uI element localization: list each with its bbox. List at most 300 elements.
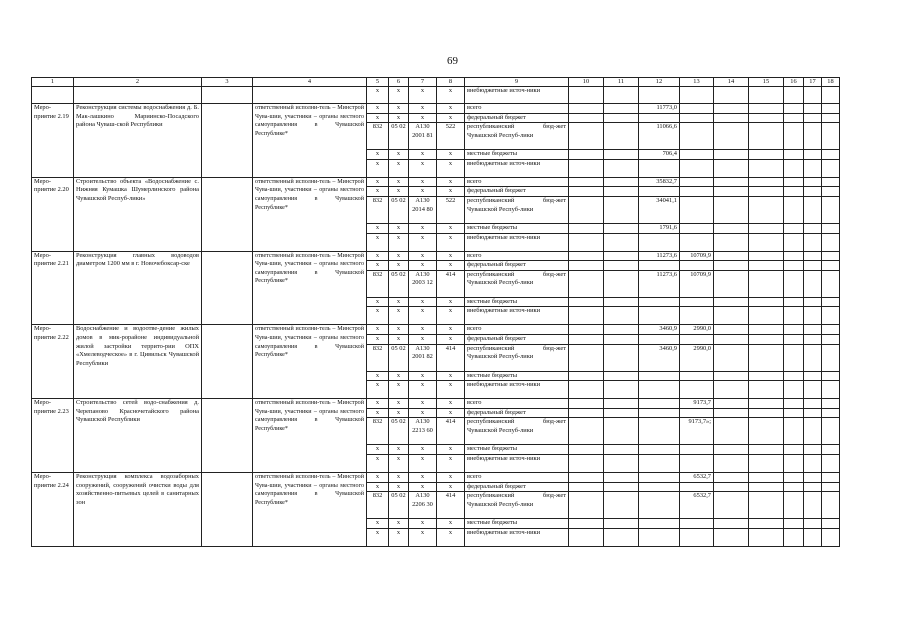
table-cell xyxy=(714,307,749,325)
table-cell xyxy=(569,177,604,187)
code-cell: x xyxy=(409,177,437,187)
code-cell: x xyxy=(367,325,389,335)
funding-source: внебюджетные источ-ники xyxy=(465,381,569,399)
code-cell: x xyxy=(409,261,437,271)
executor: ответственный исполни-тель – Минстрой Чува-шии, участники – органы местного самоуправления в Чувашской Республике* xyxy=(253,325,367,399)
funding-source: республиканский бюд-жет Чувашской Респуб-лики xyxy=(465,492,569,519)
table-cell xyxy=(32,87,74,104)
code-cell: 05 02 xyxy=(389,492,409,519)
table-cell xyxy=(714,177,749,187)
executor: ответственный исполни-тель – Минстрой Чува-шии, участники – органы местного самоуправления в Чувашской Республике* xyxy=(253,104,367,178)
table-cell xyxy=(822,371,840,381)
table-cell xyxy=(822,492,840,519)
table-cell xyxy=(784,371,804,381)
table-cell xyxy=(822,251,840,261)
table-row xyxy=(32,177,840,187)
value-cell xyxy=(639,307,680,325)
table-cell xyxy=(604,159,639,177)
code-cell: x xyxy=(409,223,437,233)
code-cell: x xyxy=(389,472,409,482)
table-cell xyxy=(680,87,714,104)
value-cell xyxy=(639,261,680,271)
table-cell xyxy=(749,325,784,335)
table-cell xyxy=(569,418,604,445)
value-cell xyxy=(639,159,680,177)
code-cell: А130 2003 12 xyxy=(409,270,437,297)
code-cell: x xyxy=(409,187,437,197)
table-cell xyxy=(749,307,784,325)
event-label: Меро-приятие 2.23 xyxy=(32,399,74,473)
table-cell xyxy=(822,445,840,455)
code-cell: 832 xyxy=(367,492,389,519)
table-cell xyxy=(749,123,784,150)
table-cell xyxy=(822,381,840,399)
funding-source: федеральный бюджет xyxy=(465,408,569,418)
funding-source: местные бюджеты xyxy=(465,297,569,307)
column-number: 15 xyxy=(749,78,784,87)
code-cell: 522 xyxy=(437,196,465,223)
table-cell xyxy=(784,261,804,271)
value-cell xyxy=(680,150,714,160)
value-cell xyxy=(639,381,680,399)
code-cell: x xyxy=(367,445,389,455)
code-cell: x xyxy=(409,445,437,455)
table-cell xyxy=(749,223,784,233)
table-cell xyxy=(604,297,639,307)
value-cell: 34041,1 xyxy=(639,196,680,223)
table-cell: x xyxy=(389,87,409,104)
table-cell xyxy=(822,113,840,123)
table-cell xyxy=(822,270,840,297)
code-cell: x xyxy=(389,381,409,399)
code-cell: 832 xyxy=(367,123,389,150)
value-cell xyxy=(680,307,714,325)
column-number: 12 xyxy=(639,78,680,87)
funding-source: федеральный бюджет xyxy=(465,261,569,271)
table-cell xyxy=(604,472,639,482)
table-cell xyxy=(804,270,822,297)
table-cell xyxy=(804,519,822,529)
table-cell xyxy=(569,159,604,177)
table-cell xyxy=(714,418,749,445)
code-cell: x xyxy=(437,297,465,307)
table-cell xyxy=(604,381,639,399)
value-cell xyxy=(680,177,714,187)
table-cell xyxy=(604,307,639,325)
table-cell xyxy=(784,177,804,187)
value-cell xyxy=(680,454,714,472)
table-cell xyxy=(822,87,840,104)
value-cell xyxy=(680,445,714,455)
code-cell: x xyxy=(367,482,389,492)
value-cell xyxy=(639,472,680,482)
table-cell xyxy=(569,472,604,482)
table-cell xyxy=(569,307,604,325)
table-cell xyxy=(822,307,840,325)
table-cell xyxy=(202,177,253,251)
executor: ответственный исполни-тель – Минстрой Чува-шии, участники – органы местного самоуправления в Чувашской Республике* xyxy=(253,399,367,473)
table-cell xyxy=(569,408,604,418)
table-cell xyxy=(784,445,804,455)
table-cell xyxy=(714,344,749,371)
code-cell: x xyxy=(389,399,409,409)
table-cell xyxy=(604,123,639,150)
table-cell xyxy=(804,482,822,492)
table-cell xyxy=(569,399,604,409)
table-cell xyxy=(804,454,822,472)
table-cell xyxy=(822,528,840,546)
value-cell: 11066,6 xyxy=(639,123,680,150)
table-cell xyxy=(569,334,604,344)
table-cell xyxy=(569,344,604,371)
table-cell xyxy=(804,177,822,187)
code-cell: x xyxy=(409,519,437,529)
table-cell: x xyxy=(409,87,437,104)
table-cell xyxy=(714,371,749,381)
table-cell xyxy=(714,408,749,418)
code-cell: x xyxy=(389,233,409,251)
table-cell xyxy=(784,418,804,445)
table-cell xyxy=(569,381,604,399)
table-cell xyxy=(714,492,749,519)
funding-source: местные бюджеты xyxy=(465,150,569,160)
table-cell xyxy=(569,492,604,519)
column-number: 18 xyxy=(822,78,840,87)
table-cell xyxy=(784,159,804,177)
table-cell xyxy=(784,399,804,409)
table-cell xyxy=(714,150,749,160)
table-cell xyxy=(604,177,639,187)
table-cell xyxy=(569,270,604,297)
value-cell xyxy=(639,445,680,455)
table-cell xyxy=(749,418,784,445)
code-cell: x xyxy=(389,325,409,335)
code-cell: x xyxy=(437,307,465,325)
table-cell xyxy=(784,113,804,123)
code-cell: x xyxy=(367,307,389,325)
table-cell xyxy=(604,261,639,271)
table-cell xyxy=(804,445,822,455)
table-cell xyxy=(749,445,784,455)
value-cell: 10709,9 xyxy=(680,251,714,261)
column-number: 4 xyxy=(253,78,367,87)
table-cell xyxy=(822,196,840,223)
table-cell xyxy=(804,528,822,546)
table-cell xyxy=(784,251,804,261)
table-cell xyxy=(784,87,804,104)
value-cell xyxy=(639,233,680,251)
column-number: 9 xyxy=(465,78,569,87)
code-cell: x xyxy=(367,519,389,529)
column-number: 10 xyxy=(569,78,604,87)
value-cell xyxy=(639,482,680,492)
code-cell: x xyxy=(409,482,437,492)
code-cell: x xyxy=(409,104,437,114)
code-cell: x xyxy=(409,334,437,344)
table-cell xyxy=(784,223,804,233)
code-cell: 414 xyxy=(437,270,465,297)
table-cell xyxy=(714,381,749,399)
table-cell xyxy=(784,454,804,472)
funding-source: всего xyxy=(465,472,569,482)
event-name: Строительство объекта «Водоснабжение с. Нижняя Кумашка Шумерлинского района Чувашской Респуб-лики» xyxy=(74,177,202,251)
funding-source: внебюджетные источ-ники xyxy=(465,307,569,325)
code-cell: x xyxy=(389,528,409,546)
value-cell: 11273,6 xyxy=(639,251,680,261)
table-cell xyxy=(804,418,822,445)
table-cell xyxy=(784,150,804,160)
column-number: 17 xyxy=(804,78,822,87)
code-cell: x xyxy=(389,482,409,492)
funding-source: республиканский бюд-жет Чувашской Респуб-лики xyxy=(465,344,569,371)
table-cell xyxy=(804,233,822,251)
page-number: 69 xyxy=(447,55,458,67)
code-cell: x xyxy=(409,159,437,177)
code-cell: x xyxy=(367,381,389,399)
table-cell xyxy=(604,492,639,519)
table-cell xyxy=(569,445,604,455)
code-cell: x xyxy=(367,233,389,251)
table-cell xyxy=(714,159,749,177)
table-row xyxy=(32,251,840,261)
table-cell xyxy=(604,371,639,381)
code-cell: x xyxy=(409,399,437,409)
value-cell xyxy=(639,418,680,445)
code-cell: x xyxy=(437,104,465,114)
table-row xyxy=(32,87,840,104)
code-cell: 05 02 xyxy=(389,196,409,223)
table-cell xyxy=(804,492,822,519)
code-cell: x xyxy=(409,472,437,482)
table-cell xyxy=(749,408,784,418)
table-cell xyxy=(784,492,804,519)
table-cell xyxy=(569,223,604,233)
funding-source: федеральный бюджет xyxy=(465,113,569,123)
event-name: Реконструкция комплекса водозаборных сооружений, сооружений очистки воды для хозяйственно-питьевых целей в санитарных зон xyxy=(74,472,202,546)
table-cell xyxy=(202,472,253,546)
value-cell xyxy=(680,482,714,492)
table-cell xyxy=(804,187,822,197)
column-number: 16 xyxy=(784,78,804,87)
table-cell xyxy=(749,261,784,271)
value-cell xyxy=(680,528,714,546)
table-cell xyxy=(604,399,639,409)
table-cell xyxy=(714,223,749,233)
table-cell xyxy=(822,187,840,197)
table-cell xyxy=(822,408,840,418)
value-cell xyxy=(639,334,680,344)
value-cell: 6532,7 xyxy=(680,492,714,519)
table-cell xyxy=(604,251,639,261)
table-cell xyxy=(749,528,784,546)
value-cell: 9173,7»; xyxy=(680,418,714,445)
table-cell xyxy=(569,123,604,150)
column-number: 5 xyxy=(367,78,389,87)
table-cell xyxy=(604,223,639,233)
table-cell xyxy=(202,104,253,178)
value-cell: 10709,9 xyxy=(680,270,714,297)
code-cell: x xyxy=(437,454,465,472)
column-number: 8 xyxy=(437,78,465,87)
code-cell: x xyxy=(367,223,389,233)
table-cell xyxy=(604,482,639,492)
column-number: 11 xyxy=(604,78,639,87)
event-label: Меро-приятие 2.24 xyxy=(32,472,74,546)
code-cell: x xyxy=(437,472,465,482)
value-cell xyxy=(680,261,714,271)
column-number: 7 xyxy=(409,78,437,87)
funding-source: внебюджетные источ-ники xyxy=(465,454,569,472)
table-cell xyxy=(784,307,804,325)
event-name: Водоснабжение и водоотве-дение жилых домов в мик-рорайоне индивидуальной жилой застройки террито-рии ОПХ «Хмелеводческое» в г. Цивильск Чувашской Республики xyxy=(74,325,202,399)
table-cell xyxy=(822,261,840,271)
code-cell: x xyxy=(367,297,389,307)
code-cell: x xyxy=(367,261,389,271)
table-cell xyxy=(749,381,784,399)
value-cell: 11273,6 xyxy=(639,270,680,297)
table-cell xyxy=(749,472,784,482)
table-cell xyxy=(714,123,749,150)
table-cell xyxy=(749,519,784,529)
event-label: Меро-приятие 2.20 xyxy=(32,177,74,251)
table-cell xyxy=(804,408,822,418)
table-cell xyxy=(569,454,604,472)
code-cell: x xyxy=(437,371,465,381)
table-cell xyxy=(822,519,840,529)
code-cell: x xyxy=(389,307,409,325)
event-label: Меро-приятие 2.19 xyxy=(32,104,74,178)
table-cell xyxy=(784,104,804,114)
value-cell xyxy=(680,159,714,177)
funding-source: республиканский бюд-жет Чувашской Респуб-лики xyxy=(465,123,569,150)
table-cell xyxy=(804,381,822,399)
table-cell xyxy=(714,472,749,482)
code-cell: x xyxy=(409,371,437,381)
table-cell xyxy=(784,233,804,251)
table-cell xyxy=(569,251,604,261)
table-cell xyxy=(749,334,784,344)
value-cell xyxy=(680,297,714,307)
code-cell: x xyxy=(389,408,409,418)
code-cell: x xyxy=(367,408,389,418)
funding-source: всего xyxy=(465,399,569,409)
table-cell xyxy=(749,297,784,307)
code-cell: 414 xyxy=(437,492,465,519)
table-cell xyxy=(604,445,639,455)
code-cell: x xyxy=(437,261,465,271)
table-cell xyxy=(804,159,822,177)
table-cell xyxy=(804,87,822,104)
header-row xyxy=(32,78,840,87)
table-cell xyxy=(714,233,749,251)
code-cell: x xyxy=(437,381,465,399)
table-cell xyxy=(749,196,784,223)
table-row xyxy=(32,325,840,335)
executor: ответственный исполни-тель – Минстрой Чува-шии, участники – органы местного самоуправления в Чувашской Республике* xyxy=(253,177,367,251)
value-cell: 35832,7 xyxy=(639,177,680,187)
code-cell: x xyxy=(389,371,409,381)
value-cell xyxy=(680,113,714,123)
code-cell: x xyxy=(437,159,465,177)
code-cell: x xyxy=(389,297,409,307)
value-cell: 706,4 xyxy=(639,150,680,160)
table-cell xyxy=(822,223,840,233)
code-cell: 832 xyxy=(367,196,389,223)
table-cell xyxy=(749,371,784,381)
table-cell xyxy=(604,344,639,371)
table-cell xyxy=(749,104,784,114)
table-cell xyxy=(804,399,822,409)
event-label: Меро-приятие 2.21 xyxy=(32,251,74,325)
code-cell: x xyxy=(367,159,389,177)
code-cell: x xyxy=(389,519,409,529)
funding-source: местные бюджеты xyxy=(465,519,569,529)
table-cell xyxy=(804,307,822,325)
table-cell xyxy=(202,251,253,325)
table-cell xyxy=(604,408,639,418)
value-cell xyxy=(680,381,714,399)
table-cell xyxy=(74,87,202,104)
table-cell: x xyxy=(367,87,389,104)
table-cell xyxy=(749,159,784,177)
value-cell xyxy=(639,399,680,409)
code-cell: x xyxy=(389,150,409,160)
code-cell: x xyxy=(367,187,389,197)
funding-source: внебюджетные источ-ники xyxy=(465,233,569,251)
table-cell xyxy=(784,270,804,297)
table-cell xyxy=(604,187,639,197)
table-cell xyxy=(202,325,253,399)
code-cell: 05 02 xyxy=(389,418,409,445)
value-cell: 1791,6 xyxy=(639,223,680,233)
code-cell: x xyxy=(367,472,389,482)
funding-source: республиканский бюд-жет Чувашской Респуб-лики xyxy=(465,418,569,445)
table-cell xyxy=(604,104,639,114)
code-cell: x xyxy=(409,325,437,335)
value-cell xyxy=(639,519,680,529)
table-cell xyxy=(822,159,840,177)
code-cell: x xyxy=(437,408,465,418)
code-cell: x xyxy=(437,399,465,409)
code-cell: 05 02 xyxy=(389,123,409,150)
code-cell: x xyxy=(437,150,465,160)
table-cell xyxy=(749,270,784,297)
value-cell xyxy=(639,187,680,197)
code-cell: x xyxy=(437,187,465,197)
code-cell: x xyxy=(367,399,389,409)
table-cell xyxy=(804,371,822,381)
code-cell: x xyxy=(437,233,465,251)
value-cell: 2990,0 xyxy=(680,325,714,335)
value-cell xyxy=(639,371,680,381)
code-cell: x xyxy=(389,334,409,344)
table-cell xyxy=(749,233,784,251)
code-cell: 414 xyxy=(437,344,465,371)
table-cell: x xyxy=(437,87,465,104)
code-cell: x xyxy=(389,104,409,114)
table-cell xyxy=(804,261,822,271)
code-cell: x xyxy=(409,381,437,399)
code-cell: А130 2213 60 xyxy=(409,418,437,445)
table-cell xyxy=(604,325,639,335)
value-cell xyxy=(680,196,714,223)
table-cell xyxy=(604,418,639,445)
value-cell xyxy=(680,104,714,114)
table-cell xyxy=(569,482,604,492)
funding-source: республиканский бюд-жет Чувашской Респуб-лики xyxy=(465,270,569,297)
table-cell xyxy=(822,297,840,307)
code-cell: x xyxy=(367,150,389,160)
